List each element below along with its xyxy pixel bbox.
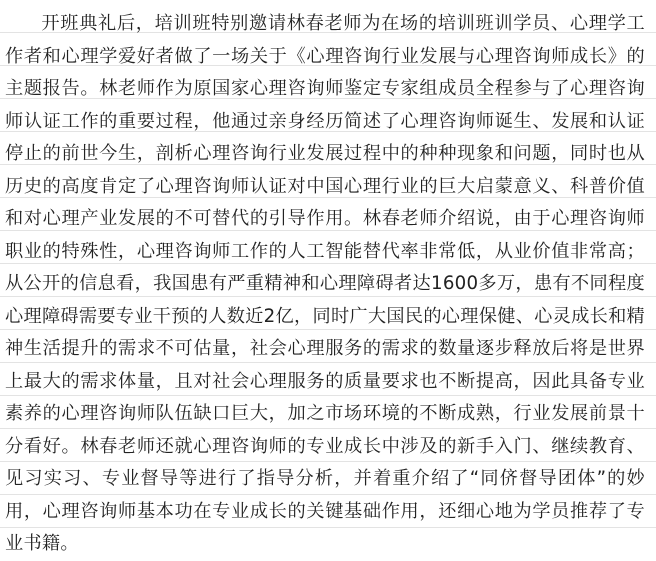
article-paragraph: 开班典礼后，培训班特别邀请林春老师为在场的培训班训学员、心理学工作者和心理学爱好者做了一场关于《心理咨询行业发展与心理咨询师成长》的主题报告。林老师作为原国家心理咨询师鉴定专家组成员全程参与了心理咨询师认证工作的重要过程，他通过亲身经历简述了心理咨询师诞生、发展和认证停止的前世今生，剖析心理咨询行业发展过程中的种种现象和问题，同时也从历史的高度肯定了心理咨询师认证对中国心理行业的巨大启蒙意义、科普价值和对心理产业发展的不可替代的引导作用。林春老师介绍说，由于心理咨询师职业的特殊性，心理咨询师工作的人工智能替代率非常低，从业价值非常高；从公开的信息看，我国患有严重精神和心理障碍者达1600多万，患有不同程度心理障碍需要专业干预的人数近2亿，同时广大国民的心理保健、心灵成长和精神生活提升的需求不可估量，社会心理服务的需求的数量逐步释放后将是世界上最大的需求体量，且对社会心理服务的质量要求也不断提高，因此具备专业素养的心理咨询师队伍缺口巨大，加之市场环境的不断成熟，行业发展前景十分看好。林春老师还就心理咨询师的专业成长中涉及的新手入门、继续教育、见习实习、专业督导等进行了指导分析，并着重介绍了“同侪督导团体”的妙用，心理咨询师基本功在专业成长的关键基础作用，还细心地为学员推荐了专业书籍。 bbox=[5, 13, 645, 554]
